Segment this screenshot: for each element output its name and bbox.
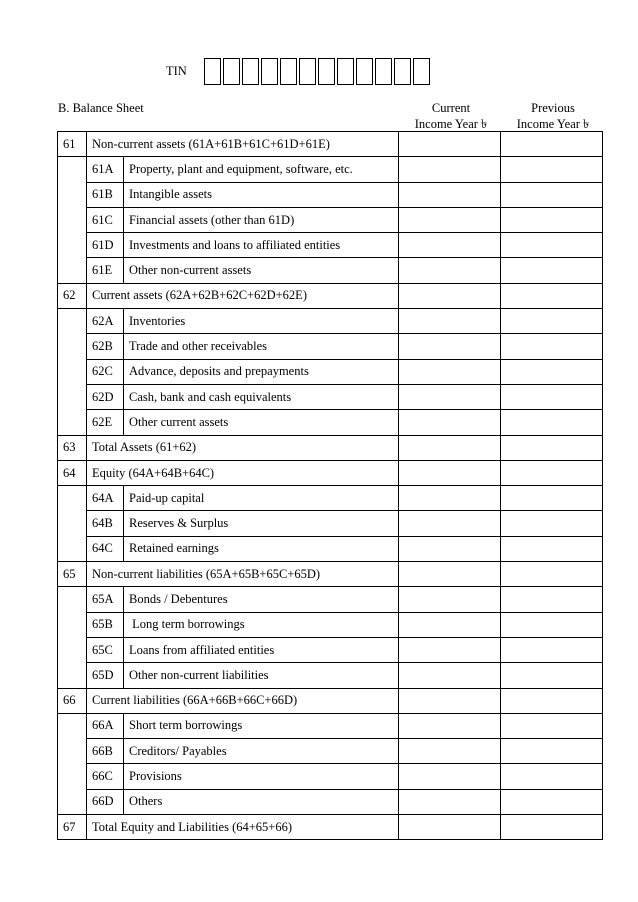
current-year-value-cell[interactable] [399,384,501,409]
row-code: 66B [87,739,124,764]
previous-year-value-cell[interactable] [501,536,603,561]
row-label: Provisions [124,764,399,789]
row-label: Others [124,789,399,814]
row-label: Paid-up capital [124,486,399,511]
row-number: 65 [58,562,87,587]
previous-year-value-cell[interactable] [501,233,603,258]
previous-year-value-cell[interactable] [501,157,603,182]
table-row-sub [58,410,603,435]
tin-digit-box[interactable] [394,58,411,85]
current-year-value-cell[interactable] [399,511,501,536]
row-number-blank [58,486,87,511]
tin-digit-box[interactable] [223,58,240,85]
row-label: Investments and loans to affiliated entities [124,233,399,258]
previous-year-value-cell[interactable] [501,739,603,764]
tin-digit-box[interactable] [318,58,335,85]
previous-year-value-cell[interactable] [501,460,603,485]
table-row-main [58,435,603,460]
table-row-sub [58,637,603,662]
row-code: 62A [87,309,124,334]
previous-year-value-cell[interactable] [501,663,603,688]
previous-year-value-cell[interactable] [501,612,603,637]
row-number-blank [58,612,87,637]
previous-year-value-cell[interactable] [501,713,603,738]
previous-year-value-cell[interactable] [501,789,603,814]
previous-year-value-cell[interactable] [501,359,603,384]
section-title: B. Balance Sheet [58,101,144,115]
table-row-sub [58,233,603,258]
current-year-value-cell[interactable] [399,789,501,814]
table-row-sub [58,739,603,764]
row-code: 65A [87,587,124,612]
current-year-value-cell[interactable] [399,334,501,359]
current-year-value-cell[interactable] [399,486,501,511]
previous-year-value-cell[interactable] [501,511,603,536]
row-number-blank [58,384,87,409]
current-year-value-cell[interactable] [399,663,501,688]
row-number-blank [58,536,87,561]
tin-digit-box[interactable] [356,58,373,85]
tin-digit-box[interactable] [375,58,392,85]
table-row-sub [58,359,603,384]
current-year-value-cell[interactable] [399,562,501,587]
row-number-blank [58,157,87,182]
row-number-blank [58,207,87,232]
current-year-value-cell[interactable] [399,764,501,789]
row-code: 61E [87,258,124,283]
previous-year-value-cell[interactable] [501,207,603,232]
row-code: 62C [87,359,124,384]
current-year-value-cell[interactable] [399,637,501,662]
table-row-sub [58,713,603,738]
table-row-sub [58,511,603,536]
row-number: 64 [58,460,87,485]
tin-digit-box[interactable] [337,58,354,85]
row-label: Long term borrowings [124,612,399,637]
previous-year-value-cell[interactable] [501,435,603,460]
row-code: 62E [87,410,124,435]
row-label: Retained earnings [124,536,399,561]
row-code: 61D [87,233,124,258]
table-row-sub [58,384,603,409]
table-row-main [58,460,603,485]
row-number-blank [58,789,87,814]
row-number-blank [58,258,87,283]
row-number-blank [58,233,87,258]
row-label: Loans from affiliated entities [124,637,399,662]
previous-year-value-cell[interactable] [501,587,603,612]
table-row-main [58,815,603,840]
current-year-header [400,101,502,132]
previous-year-value-cell[interactable] [501,132,603,157]
row-label: Current assets (62A+62B+62C+62D+62E) [87,283,399,308]
row-code: 64A [87,486,124,511]
table-row-main [58,283,603,308]
row-label: Other non-current liabilities [124,663,399,688]
current-year-value-cell[interactable] [399,713,501,738]
current-year-value-cell[interactable] [399,233,501,258]
table-row-main [58,688,603,713]
current-year-value-cell[interactable] [399,536,501,561]
row-label: Inventories [124,309,399,334]
current-year-header-line2: Income Year ৳ [414,116,488,131]
table-row-sub [58,182,603,207]
row-code: 65D [87,663,124,688]
current-year-value-cell[interactable] [399,688,501,713]
table-row-sub [58,486,603,511]
tin-label: TIN [166,64,187,78]
row-label: Cash, bank and cash equivalents [124,384,399,409]
previous-year-value-cell[interactable] [501,309,603,334]
row-code: 62D [87,384,124,409]
table-row-main [58,562,603,587]
current-year-value-cell[interactable] [399,587,501,612]
tin-input-boxes [204,58,432,85]
previous-year-value-cell[interactable] [501,334,603,359]
row-number-blank [58,182,87,207]
table-row-sub [58,258,603,283]
previous-year-value-cell[interactable] [501,258,603,283]
row-label: Equity (64A+64B+64C) [87,460,399,485]
previous-year-value-cell[interactable] [501,283,603,308]
previous-year-value-cell[interactable] [501,562,603,587]
table-row-sub [58,587,603,612]
previous-year-value-cell[interactable] [501,486,603,511]
previous-year-value-cell[interactable] [501,384,603,409]
table-row-sub [58,663,603,688]
current-year-value-cell[interactable] [399,309,501,334]
row-code: 66C [87,764,124,789]
row-number-blank [58,713,87,738]
current-year-value-cell[interactable] [399,739,501,764]
row-code: 66D [87,789,124,814]
row-number-blank [58,334,87,359]
row-code: 61A [87,157,124,182]
row-number: 66 [58,688,87,713]
row-label: Total Equity and Liabilities (64+65+66) [87,815,399,840]
previous-year-value-cell[interactable] [501,815,603,840]
row-label: Financial assets (other than 61D) [124,207,399,232]
row-number-blank [58,637,87,662]
current-year-value-cell[interactable] [399,132,501,157]
table-row-sub [58,207,603,232]
row-number-blank [58,359,87,384]
row-label: Bonds / Debentures [124,587,399,612]
row-label: Current liabilities (66A+66B+66C+66D) [87,688,399,713]
previous-year-header-line2: Income Year ৳ [516,116,590,131]
table-row-sub [58,789,603,814]
row-label: Total Assets (61+62) [87,435,399,460]
current-year-value-cell[interactable] [399,283,501,308]
row-label: Intangible assets [124,182,399,207]
tin-digit-box[interactable] [299,58,316,85]
previous-year-value-cell[interactable] [501,764,603,789]
tin-digit-box[interactable] [413,58,430,85]
table-row-sub [58,309,603,334]
row-code: 65B [87,612,124,637]
current-year-value-cell[interactable] [399,207,501,232]
current-year-value-cell[interactable] [399,157,501,182]
previous-year-value-cell[interactable] [501,637,603,662]
table-row-sub [58,334,603,359]
row-label: Reserves & Surplus [124,511,399,536]
row-code: 64B [87,511,124,536]
tin-digit-box[interactable] [204,58,221,85]
row-number-blank [58,511,87,536]
table-row-main [58,132,603,157]
tin-digit-box[interactable] [242,58,259,85]
row-code: 65C [87,637,124,662]
row-label: Other current assets [124,410,399,435]
table-row-sub [58,157,603,182]
previous-year-value-cell[interactable] [501,410,603,435]
tin-digit-box[interactable] [280,58,297,85]
previous-year-value-cell[interactable] [501,688,603,713]
row-label: Non-current liabilities (65A+65B+65C+65D) [87,562,399,587]
row-label: Short term borrowings [124,713,399,738]
current-year-value-cell[interactable] [399,612,501,637]
current-year-value-cell[interactable] [399,815,501,840]
row-label: Other non-current assets [124,258,399,283]
table-row-sub [58,612,603,637]
previous-year-header-line1: Previous [531,101,575,115]
current-year-value-cell[interactable] [399,258,501,283]
row-number-blank [58,587,87,612]
current-year-value-cell[interactable] [399,435,501,460]
row-code: 62B [87,334,124,359]
row-number: 62 [58,283,87,308]
row-code: 61C [87,207,124,232]
tin-digit-box[interactable] [261,58,278,85]
row-label: Trade and other receivables [124,334,399,359]
table-row-sub [58,536,603,561]
current-year-header-line1: Current [431,101,471,115]
row-code: 61B [87,182,124,207]
row-number-blank [58,309,87,334]
current-year-value-cell[interactable] [399,410,501,435]
row-number: 63 [58,435,87,460]
row-label: Property, plant and equipment, software, etc. [124,157,399,182]
row-number-blank [58,739,87,764]
table-row-sub [58,764,603,789]
previous-year-header [502,101,604,132]
row-number-blank [58,663,87,688]
previous-year-value-cell[interactable] [501,182,603,207]
row-code: 66A [87,713,124,738]
row-number-blank [58,410,87,435]
row-label: Non-current assets (61A+61B+61C+61D+61E) [87,132,399,157]
row-label: Advance, deposits and prepayments [124,359,399,384]
row-number-blank [58,764,87,789]
row-number: 67 [58,815,87,840]
row-number: 61 [58,132,87,157]
balance-sheet-table [57,131,603,840]
current-year-value-cell[interactable] [399,460,501,485]
current-year-value-cell[interactable] [399,359,501,384]
row-code: 64C [87,536,124,561]
current-year-value-cell[interactable] [399,182,501,207]
row-label: Creditors/ Payables [124,739,399,764]
